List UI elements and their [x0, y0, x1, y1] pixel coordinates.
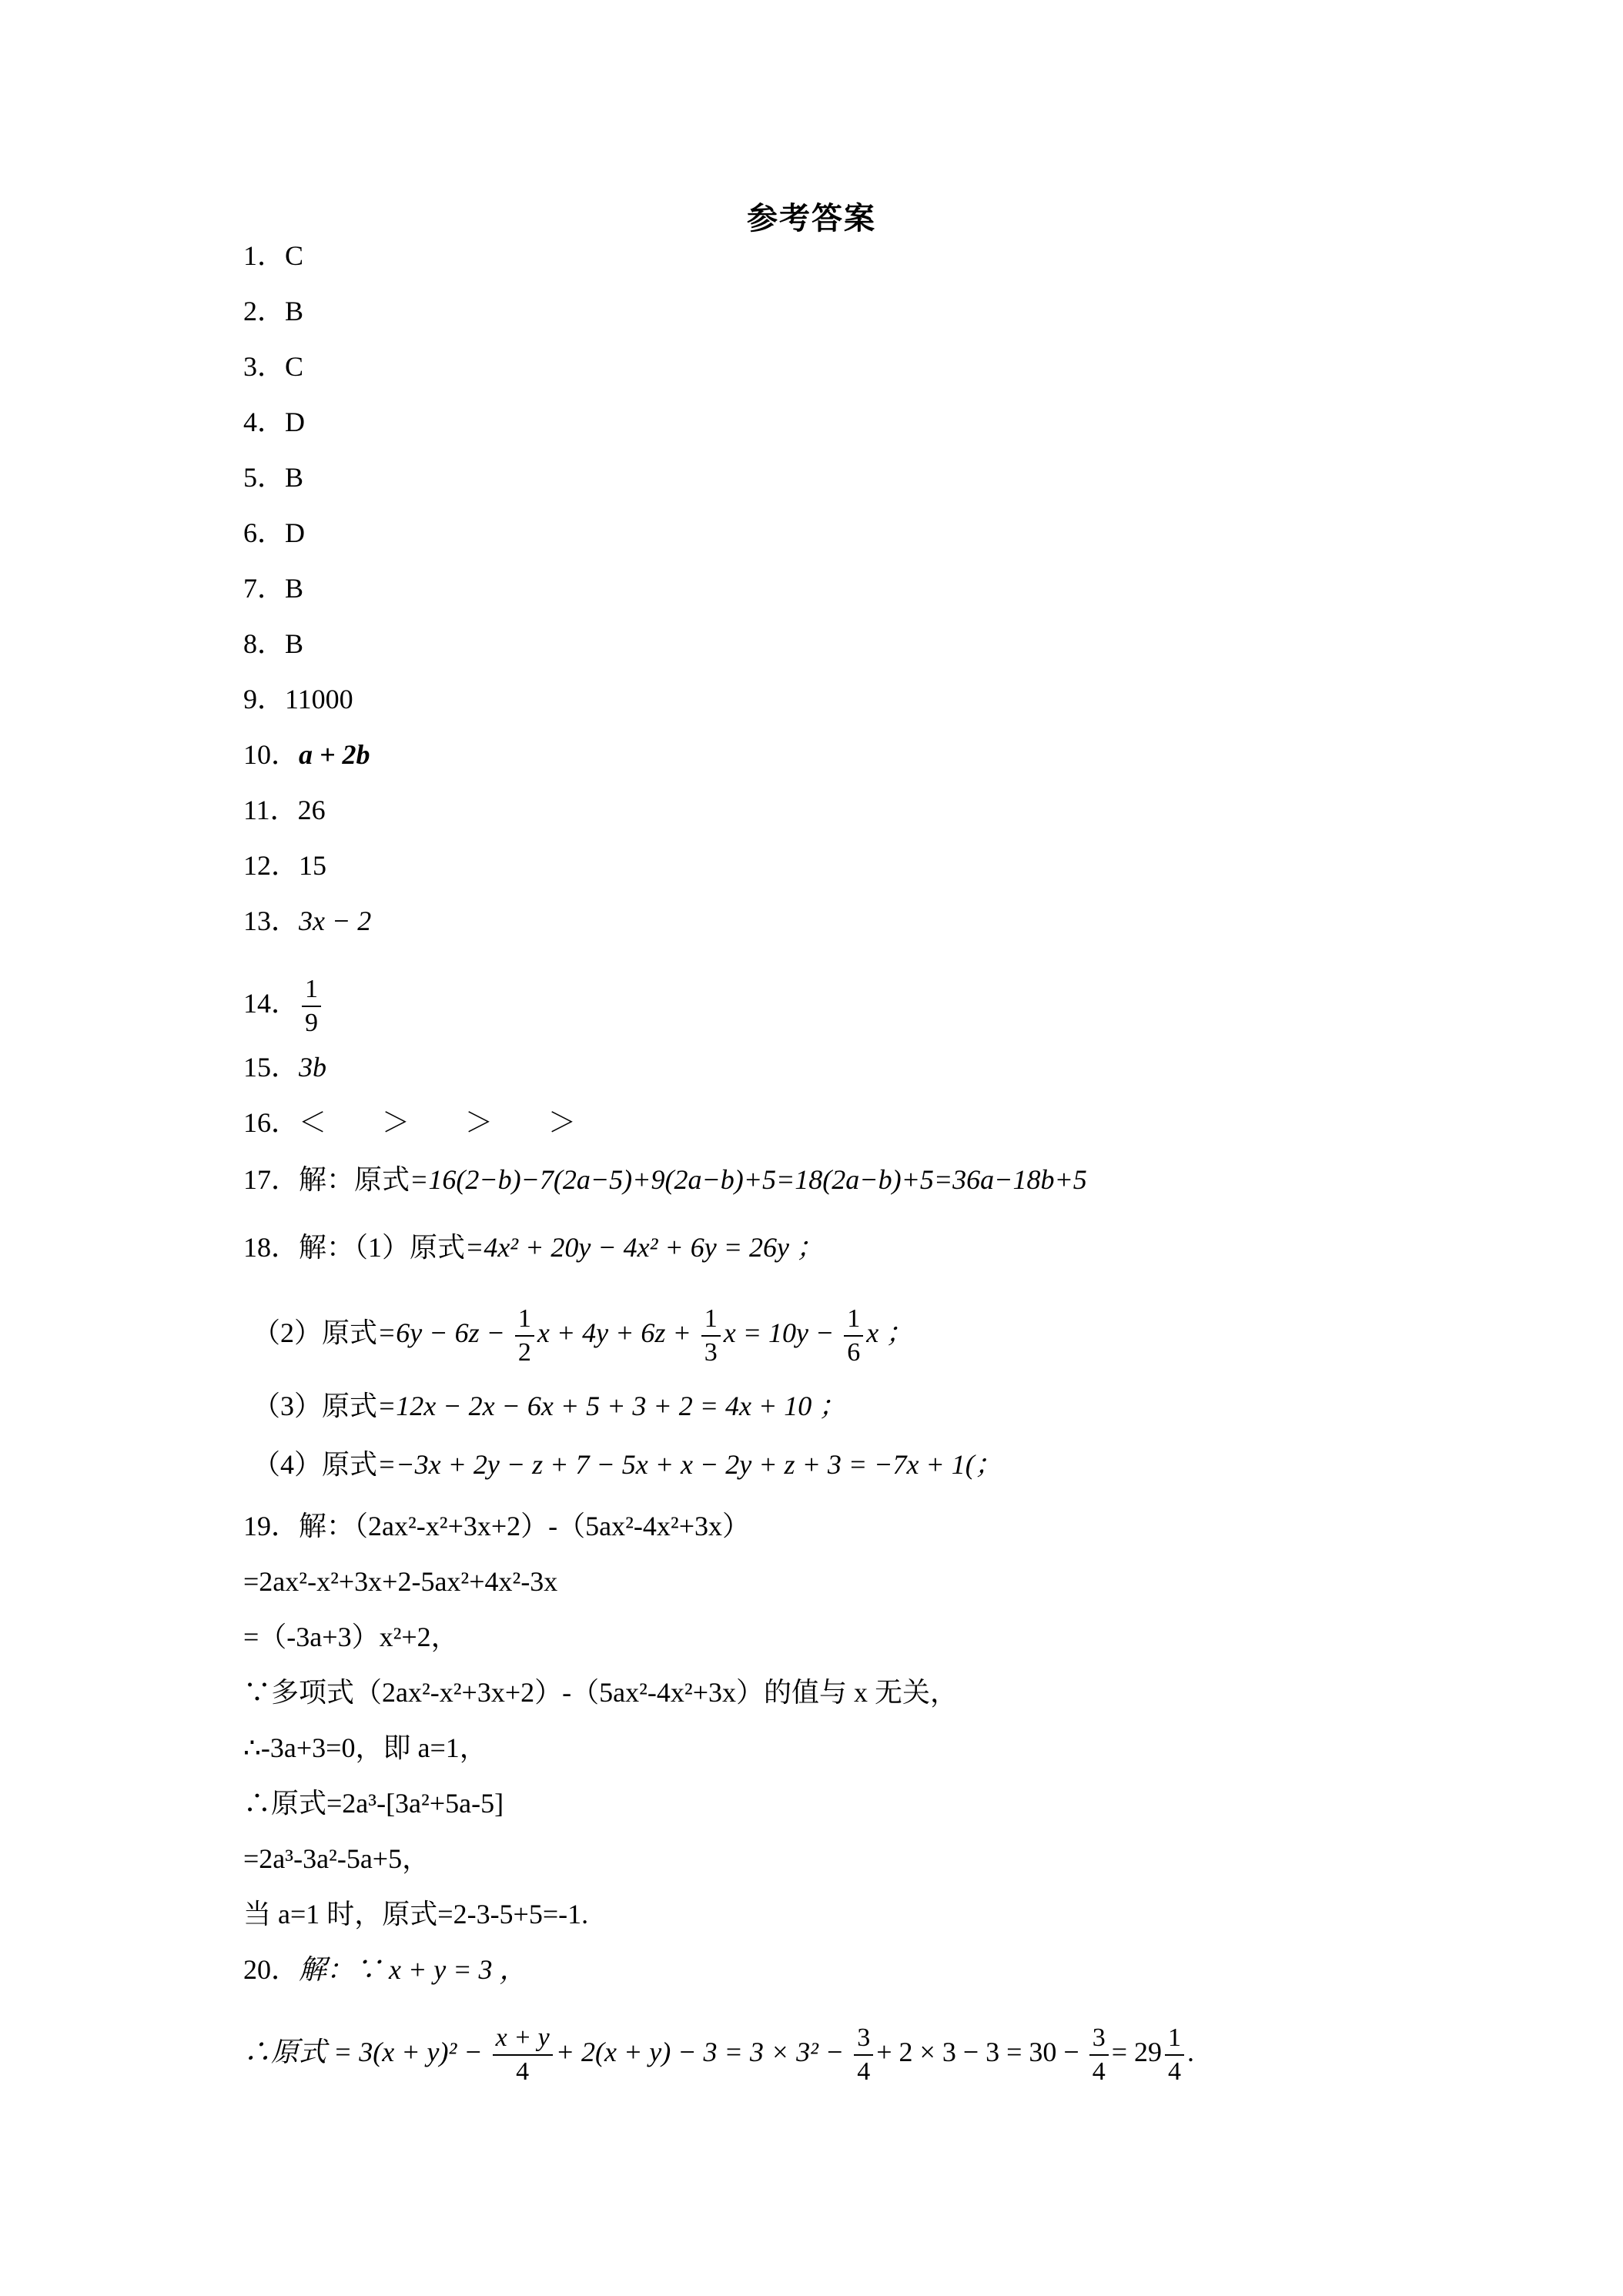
answer-item: 5．B: [243, 462, 304, 493]
solution-20-line-2: ∴原式 = 3(x + y)² − $\frac{x + y}{4}$ + 2(x + y) − 3 = 3 × 3² − $\frac{3}{4}$ + 2 × 3 − 3 = 30 − $\frac{3}{4}$ = 29 $\frac{1}{4}$ .: [243, 2023, 1195, 2086]
answer-item: 13．3x − 2: [243, 905, 372, 936]
solution-18-part-3: （3）原式=12x − 2x − 6x + 5 + 3 + 2 = 4x + 10 ；: [253, 1391, 847, 1421]
solution-19-line: ∵多项式（2ax²-x²+3x+2）-（5ax²-4x²+3x）的值与 x 无关，: [243, 1677, 959, 1708]
answer-item: 1．C: [243, 240, 304, 271]
solution-20-line-1: 20．解：∵ x + y = 3 ，: [243, 1954, 527, 1985]
answer-item: 15．3b: [243, 1052, 327, 1083]
solution-18-part-1: 18．解：（1）原式=4x² + 20y − 4x² + 6y = 26y ；: [243, 1232, 824, 1263]
answer-item: 4．D: [243, 407, 306, 437]
answer-item: 14． $\frac{1}{9}$: [243, 961, 324, 1046]
answer-item: 8．B: [243, 628, 304, 659]
fraction: $\frac{x + y}{4}$: [493, 2025, 553, 2085]
solution-19-line: 当 a=1 时，原式=2-3-5+5=-1.: [243, 1899, 589, 1930]
answer-item: 16．＜ ＞ ＞ ＞: [243, 1107, 577, 1138]
fraction: $\frac{3}{4}$: [1089, 2025, 1109, 2085]
solution-19-line: =2a³-3a²-5a+5，: [243, 1843, 430, 1874]
solution-19-line: ∴原式=2a³-[3a²+5a-5]: [243, 1788, 504, 1819]
solution-19-line: ∴-3a+3=0，即 a=1，: [243, 1732, 487, 1763]
answer-item: 2．B: [243, 296, 304, 326]
solution-18-part-4: （4）原式=−3x + 2y − z + 7 − 5x + x − 2y + z + 3 = −7x + 1(；: [253, 1449, 1002, 1480]
fraction: $\frac{1}{4}$: [1165, 2025, 1184, 2085]
fraction: $\frac{3}{4}$: [854, 2025, 873, 2085]
fraction: $\frac{1}{3}$: [701, 1306, 721, 1366]
answer-item: 3．C: [243, 351, 304, 382]
solution-19-line: 19．解：（2ax²-x²+3x+2）-（5ax²-4x²+3x）: [243, 1511, 751, 1541]
fraction: $\frac{1}{6}$: [844, 1306, 863, 1366]
page-title: 参考答案: [747, 201, 876, 236]
answer-item: 10．a + 2b: [243, 739, 370, 770]
answer-item: 6．D: [243, 517, 306, 548]
answer-item: 12．15: [243, 850, 327, 881]
fraction: $\frac{1}{9}$: [302, 976, 321, 1036]
answer-item: 9．11000: [243, 684, 353, 715]
answer-item: 7．B: [243, 573, 304, 604]
solution-19-line: =（-3a+3）x²+2，: [243, 1622, 459, 1652]
solution-19-line: =2ax²-x²+3x+2-5ax²+4x²-3x: [243, 1566, 558, 1597]
answer-item: 11．26: [243, 795, 326, 825]
fraction: $\frac{1}{2}$: [515, 1306, 534, 1366]
solution-17: 17．解：原式=16(2−b)−7(2a−5)+9(2a−b)+5=18(2a−b)+5=36a−18b+5: [243, 1164, 1087, 1195]
solution-18-part-2: （2）原式=6y − 6z − $\frac{1}{2}$ x + 4y + 6z + $\frac{1}{3}$ x = 10y − $\frac{1}{6}$ x ；: [253, 1304, 914, 1367]
